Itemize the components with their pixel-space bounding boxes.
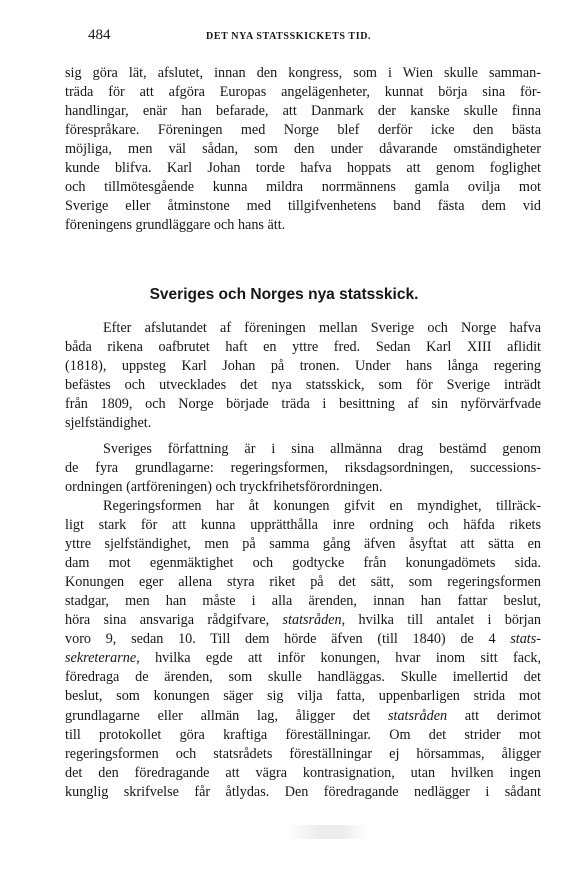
text-line: (1818), uppsteg Karl Johan på tronen. Under hans långa regering <box>65 358 541 375</box>
text-line: ordningen (artföreningen) och tryckfrihetsförordningen. <box>65 479 383 496</box>
text-line: grundlagarne eller allmän lag, åligger det statsråden att derimot <box>65 707 541 724</box>
text-line: sekreterarne, hvilka egde att inför konungen, hvar inom sitt fack, <box>65 650 541 667</box>
text-line: dam mot egenmäktighet och godtycke från konungadömets sida. <box>65 555 541 572</box>
running-header <box>88 27 488 47</box>
text-line: och tillmötesgående kunna mildra norrmännens gamla ovilja mot <box>65 179 541 196</box>
paragraph-continuation <box>65 64 541 235</box>
text-line: sjelfständighet. <box>65 415 152 432</box>
text-line: förespråkare. Föreningen med Norge blef derför icke den bästa <box>65 122 541 139</box>
text-line: Sveriges författning är i sina allmänna drag bestämd genom <box>103 441 541 457</box>
text-line: från 1809, och Norge började träda i besittning af sin nyförvärfvade <box>65 396 541 413</box>
page-number: 484 <box>88 27 111 43</box>
text-line: båda rikena oafbrutet haft en yttre fred. Sedan Karl XIII aflidit <box>65 339 541 356</box>
text-line: föreningens grundläggare och hans ätt. <box>65 217 286 234</box>
text-line: till protokollet göra kraftiga föreställningar. Om det strider mot <box>65 726 541 743</box>
text-line: beslut, som konungen säger sig vilja fatta, uppenbarligen strida mot <box>65 688 541 705</box>
scan-smudge <box>286 825 368 839</box>
text-line: ligt stark för att kunna upprätthålla inre ordning och häfda rikets <box>65 517 541 534</box>
text-line: möjliga, men väl sådan, som den under dåvarande omständigheter <box>65 141 541 158</box>
text-line: de fyra grundlagarne: regeringsformen, riksdagsordningen, successions- <box>65 460 541 477</box>
paragraph-peace <box>65 319 541 433</box>
text-line: voro 9, sedan 10. Till dem hörde äfven (till 1840) de 4 stats- <box>65 631 541 648</box>
text-line: höra sina ansvariga rådgifvare, statsråden, hvilka till antalet i början <box>65 612 541 629</box>
text-line: Konungen eger allena styra riket på det sätt, som regeringsformen <box>65 574 541 591</box>
text-line: Regeringsformen har åt konungen gifvit en myndighet, tillräck- <box>103 498 541 514</box>
text-line: stadgar, men han måste i alla ärenden, innan han fattar beslut, <box>65 593 541 610</box>
text-line: träda för att afgöra Europas angelägenheter, kunnat börja sina för- <box>65 84 541 101</box>
text-line: det den föredragande att vägra kontrasignation, utan hvilken ingen <box>65 764 541 781</box>
text-line: handlingar, enär han befarade, att Danmark der kanske skulle finna <box>65 103 541 120</box>
text-line: regeringsformen och statsrådets föreställningar ej hörsammas, åligger <box>65 745 541 762</box>
text-line: kunde blifva. Karl Johan torde hafva hoppats att genom foglighet <box>65 160 541 177</box>
paragraph-government <box>65 497 541 802</box>
text-line: Efter afslutandet af föreningen mellan Sverige och Norge hafva <box>103 320 541 336</box>
text-line: yttre sjelfständighet, men på samma gång äfven åsyftat att sätta en <box>65 536 541 553</box>
text-line: föredraga de ärenden, som skulle handläggas. Skulle imellertid det <box>65 669 541 686</box>
text-line: befästes och utvecklades det nya statsskick, som för Sverige inträdt <box>65 377 541 394</box>
text-line: sig göra lät, afslutet, innan den kongress, som i Wien skulle samman- <box>65 65 541 81</box>
text-line: Sverige eller åtminstone med tillgifvenhetens band fästa dem vid <box>65 198 541 215</box>
text-line: kunglig skrifvelse får åtlydas. Den föredragande nedlägger i sådant <box>65 783 541 800</box>
running-title: DET NYA STATSSKICKETS TID. <box>206 31 372 42</box>
paragraph-constitution <box>65 440 541 497</box>
section-heading: Sveriges och Norges nya statsskick. <box>149 286 419 303</box>
